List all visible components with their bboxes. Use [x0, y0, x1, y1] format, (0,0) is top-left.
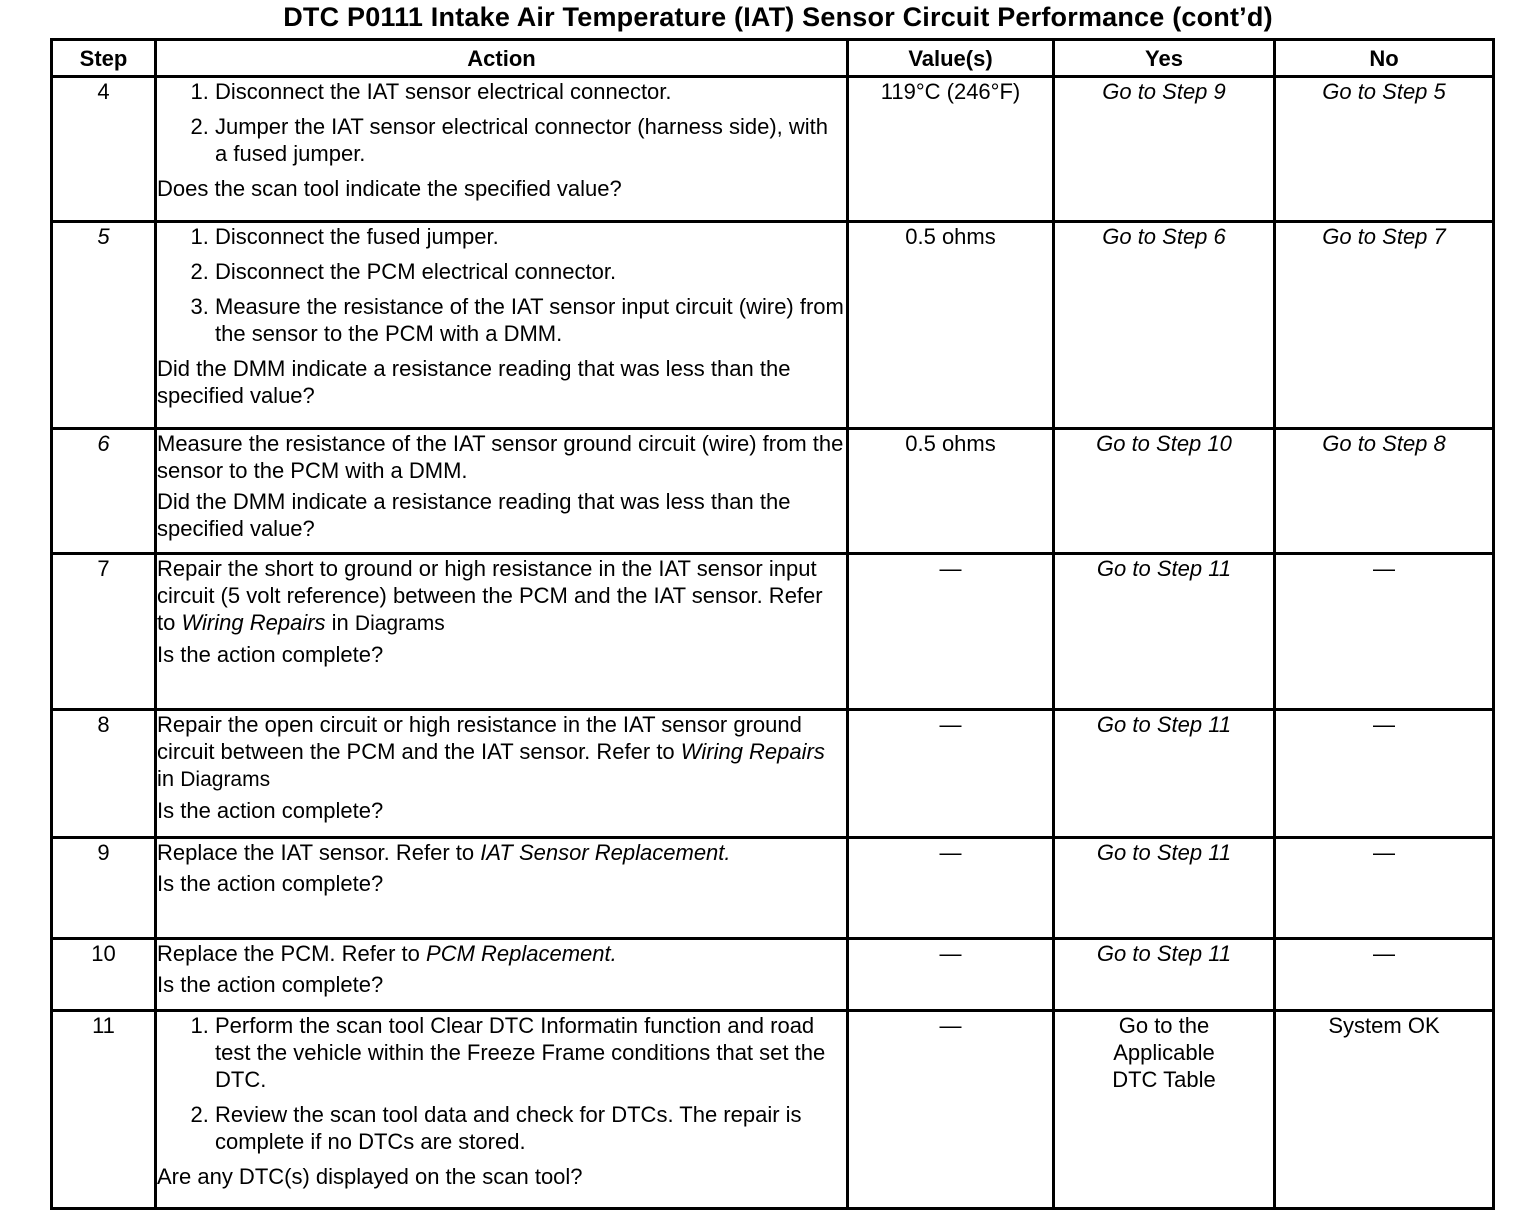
reference-section: Diagrams — [354, 612, 445, 635]
value-cell: 0.5 ohms — [848, 222, 1054, 429]
reference-link[interactable]: Wiring Repairs — [181, 610, 326, 635]
action-cell — [156, 429, 848, 554]
action-question: Is the action complete? — [157, 798, 384, 823]
reference-link[interactable]: PCM Replacement. — [426, 941, 617, 966]
action-question: Did the DMM indicate a resistance reading that was less than the specified value? — [157, 356, 791, 408]
no-cell: System OK — [1275, 1011, 1494, 1209]
value-cell: — — [848, 710, 1054, 838]
reference-section: Diagrams — [180, 768, 271, 791]
value-cell: 119°C (246°F) — [848, 77, 1054, 222]
action-step: 2. Disconnect the PCM electrical connector. — [215, 258, 846, 285]
action-text-main: Replace the PCM. Refer to — [157, 941, 427, 966]
action-step: 1. Perform the scan tool Clear DTC Informatin function and road test the vehicle within the Freeze Frame conditions that set the DTC. — [215, 1012, 846, 1093]
no-cell: — — [1275, 939, 1494, 1011]
yes-cell: Go to Step 11 — [1054, 939, 1275, 1011]
action-steps — [157, 78, 846, 167]
table-row — [52, 1011, 1494, 1209]
action-step: 3. Measure the resistance of the IAT sensor input circuit (wire) from the sensor to the PCM with a DMM. — [215, 293, 846, 347]
no-cell: — — [1275, 710, 1494, 838]
action-text — [157, 711, 846, 793]
action-text-main: Replace the IAT sensor. Refer to — [157, 840, 481, 865]
table-row — [52, 554, 1494, 710]
header-values: Value(s) — [848, 40, 1054, 77]
header-step: Step — [52, 40, 156, 77]
action-cell — [156, 939, 848, 1011]
step-number: 6 — [52, 429, 156, 554]
page-title: DTC P0111 Intake Air Temperature (IAT) Sensor Circuit Performance (cont’d) — [283, 2, 1273, 32]
action-question: Did the DMM indicate a resistance reading that was less than the specified value? — [157, 489, 791, 541]
no-cell: — — [1275, 838, 1494, 939]
header-action: Action — [156, 40, 848, 77]
action-text-joiner: in — [157, 766, 181, 791]
step-number: 7 — [52, 554, 156, 710]
step-number: 11 — [52, 1011, 156, 1209]
action-text — [157, 839, 846, 866]
yes-cell: Go to Step 9 — [1054, 77, 1275, 222]
action-text-main: Repair the open circuit or high resistance in the IAT sensor ground circuit between the PCM and the IAT sensor. Refer to — [157, 712, 802, 764]
value-cell: 0.5 ohms — [848, 429, 1054, 554]
step-number: 5 — [52, 222, 156, 429]
action-text — [157, 555, 846, 637]
yes-line: DTC Table — [1112, 1067, 1216, 1092]
action-cell — [156, 77, 848, 222]
step-number: 9 — [52, 838, 156, 939]
table-row — [52, 710, 1494, 838]
table-row — [52, 838, 1494, 939]
no-cell: Go to Step 7 — [1275, 222, 1494, 429]
header-yes: Yes — [1054, 40, 1275, 77]
action-question: Are any DTC(s) displayed on the scan tool? — [157, 1164, 583, 1189]
table-row — [52, 77, 1494, 222]
reference-link[interactable]: Wiring Repairs — [680, 739, 825, 764]
yes-cell: Go to Step 11 — [1054, 710, 1275, 838]
step-number: 10 — [52, 939, 156, 1011]
step-number: 4 — [52, 77, 156, 222]
table-row — [52, 429, 1494, 554]
value-cell: — — [848, 1011, 1054, 1209]
action-text-joiner: in — [325, 610, 355, 635]
reference-link[interactable]: IAT Sensor Replacement. — [480, 840, 731, 865]
action-cell — [156, 1011, 848, 1209]
no-cell: — — [1275, 554, 1494, 710]
action-step: 1. Disconnect the IAT sensor electrical connector. — [215, 78, 846, 105]
action-question: Is the action complete? — [157, 642, 384, 667]
action-step: 2. Review the scan tool data and check for DTCs. The repair is complete if no DTCs are stored. — [215, 1101, 846, 1155]
yes-line: Applicable — [1113, 1040, 1215, 1065]
value-cell: — — [848, 939, 1054, 1011]
action-cell — [156, 222, 848, 429]
yes-cell — [1054, 1011, 1275, 1209]
action-step: 1. Disconnect the fused jumper. — [215, 223, 846, 250]
no-cell: Go to Step 8 — [1275, 429, 1494, 554]
value-cell: — — [848, 838, 1054, 939]
action-cell — [156, 838, 848, 939]
action-cell — [156, 554, 848, 710]
diagnostic-table — [50, 38, 1495, 1210]
action-steps — [157, 223, 846, 347]
action-cell — [156, 710, 848, 838]
step-number: 8 — [52, 710, 156, 838]
action-text — [157, 940, 846, 967]
action-text-main: Repair the short to ground or high resistance in the IAT sensor input circuit (5 volt reference) between the PCM and the IAT sensor. Refer to — [157, 556, 823, 635]
table-row — [52, 222, 1494, 429]
action-question: Is the action complete? — [157, 871, 384, 896]
value-cell: — — [848, 554, 1054, 710]
action-step: 2. Jumper the IAT sensor electrical connector (harness side), with a fused jumper. — [215, 113, 846, 167]
action-question: Does the scan tool indicate the specified value? — [157, 176, 622, 201]
action-steps — [157, 1012, 846, 1155]
action-question: Is the action complete? — [157, 972, 384, 997]
no-cell: Go to Step 5 — [1275, 77, 1494, 222]
yes-cell: Go to Step 11 — [1054, 838, 1275, 939]
table-header-row — [52, 40, 1494, 77]
yes-cell: Go to Step 6 — [1054, 222, 1275, 429]
action-text: Measure the resistance of the IAT sensor ground circuit (wire) from the sensor to the PCM with a DMM. — [157, 431, 844, 483]
table-row — [52, 939, 1494, 1011]
yes-line: Go to the — [1118, 1013, 1210, 1038]
header-no: No — [1275, 40, 1494, 77]
yes-cell: Go to Step 10 — [1054, 429, 1275, 554]
yes-cell: Go to Step 11 — [1054, 554, 1275, 710]
